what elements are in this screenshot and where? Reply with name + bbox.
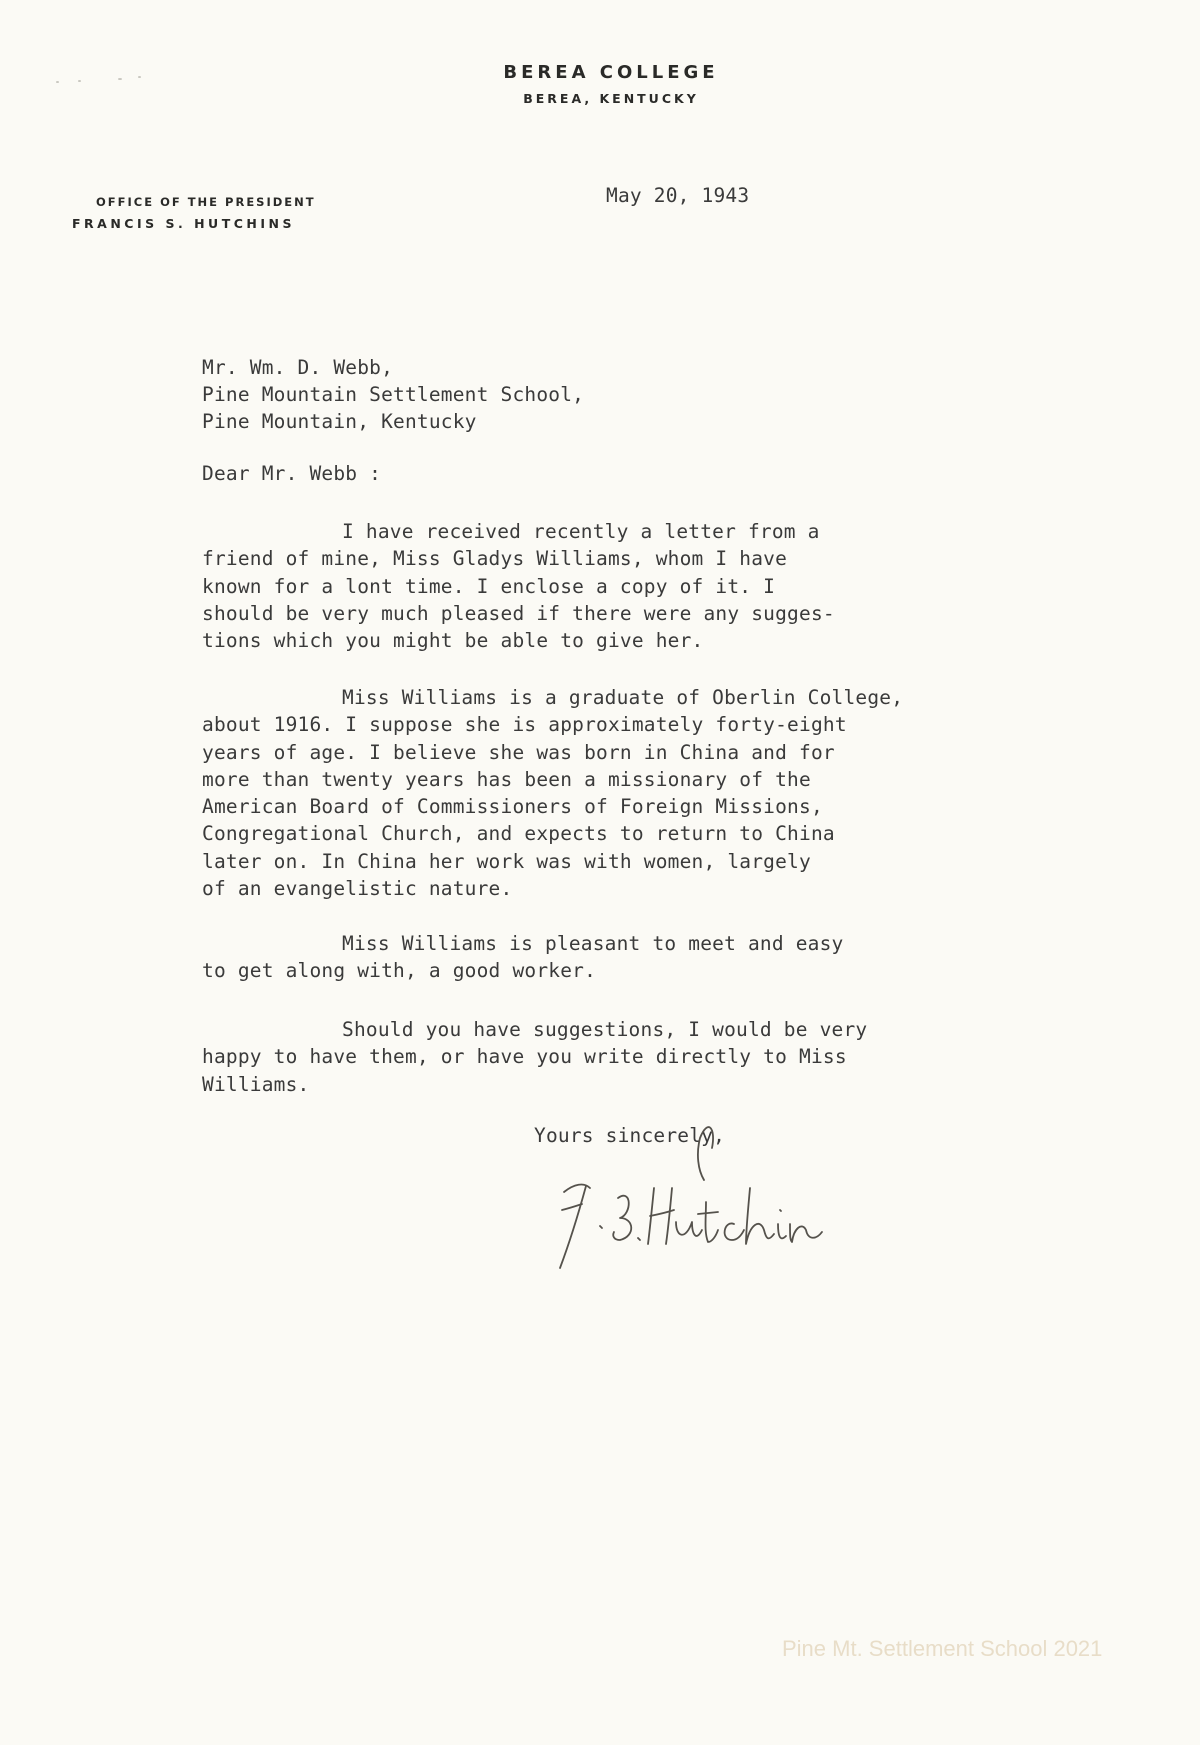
paragraph-line: Miss Williams is pleasant to meet and easy: [342, 932, 844, 955]
paragraph-4: [202, 1016, 867, 1098]
letterhead-office: OFFICE OF THE PRESIDENT: [96, 195, 316, 209]
recipient-organization: Pine Mountain Settlement School,: [202, 383, 585, 406]
salutation: Dear Mr. Webb :: [202, 462, 382, 485]
paragraph-1: [202, 518, 835, 654]
paragraph-line: Congregational Church, and expects to return to China: [202, 822, 835, 846]
paragraph-2: [202, 684, 903, 902]
paragraph-line: should be very much pleased if there were any sugges-: [202, 601, 835, 625]
paragraph-line: known for a lont time. I enclose a copy of it. I: [202, 574, 776, 598]
recipient-city: Pine Mountain, Kentucky: [202, 410, 477, 433]
paragraph-line: more than twenty years has been a missionary of the: [202, 767, 811, 791]
recipient-address: [202, 354, 584, 435]
letterhead-college: BEREA COLLEGE: [503, 62, 719, 83]
paragraph-line: of an evangelistic nature.: [202, 877, 513, 901]
paragraph-line: years of age. I believe she was born in China and for: [202, 740, 835, 764]
recipient-name: Mr. Wm. D. Webb,: [202, 356, 394, 379]
letterhead-location: BEREA, KENTUCKY: [523, 91, 699, 106]
paragraph-line: friend of mine, Miss Gladys Williams, whom I have: [202, 547, 788, 571]
paragraph-line: later on. In China her work was with women, largely: [202, 849, 811, 873]
paragraph-line: Should you have suggestions, I would be very: [342, 1018, 868, 1041]
paragraph-line: happy to have them, or have you write directly to Miss: [202, 1045, 847, 1069]
paragraph-line: about 1916. I suppose she is approximately forty-eight: [202, 713, 847, 737]
paragraph-3: [202, 930, 843, 985]
watermark: Pine Mt. Settlement School 2021: [782, 1636, 1103, 1661]
paragraph-line: Miss Williams is a graduate of Oberlin College,: [342, 686, 904, 709]
paragraph-line: Williams.: [202, 1072, 310, 1096]
paragraph-line: tions which you might be able to give her.: [202, 629, 704, 653]
letterhead-president: FRANCIS S. HUTCHINS: [72, 216, 295, 231]
letter-date: May 20, 1943: [606, 184, 750, 207]
paragraph-line: to get along with, a good worker.: [202, 959, 597, 983]
closing: Yours sincerely,: [534, 1124, 726, 1147]
paragraph-line: American Board of Commissioners of Foreign Missions,: [202, 795, 823, 819]
handwritten-signature: [540, 1118, 840, 1278]
paragraph-line: I have received recently a letter from a: [342, 520, 820, 543]
